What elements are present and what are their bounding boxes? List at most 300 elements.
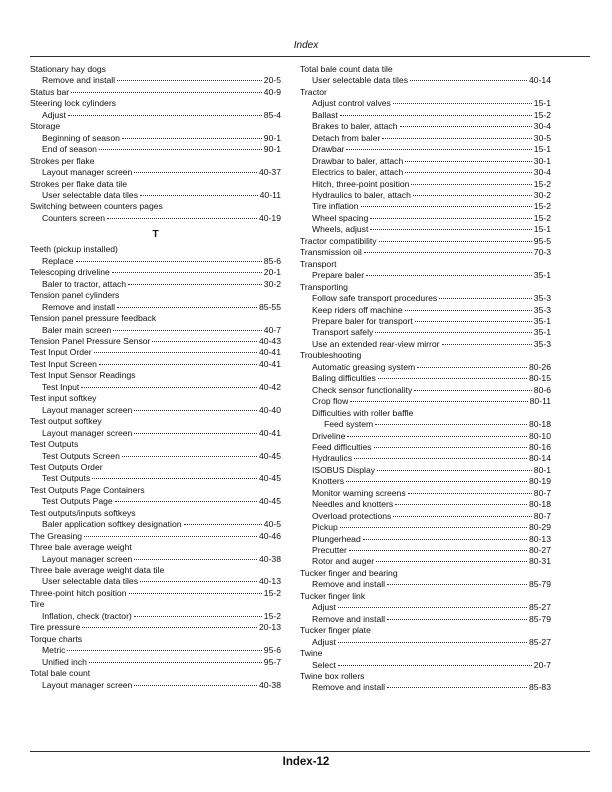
index-entry-page: 35-3 <box>533 338 551 349</box>
dot-leader <box>405 161 532 162</box>
index-entry <box>300 534 551 545</box>
index-entry-label: Metric <box>42 645 66 656</box>
index-entry-page: 15-2 <box>533 109 551 120</box>
index-entry-label: Adjust control valves <box>312 98 391 109</box>
index-entry-page: 80-11 <box>529 396 551 407</box>
index-entry <box>30 267 281 278</box>
index-entry-label: Adjust <box>312 602 336 613</box>
index-entry-label: Check sensor functionality <box>312 384 413 395</box>
index-entry <box>300 660 551 671</box>
index-entry-label: Adjust <box>42 109 66 120</box>
index-entry-page: 40-11 <box>259 189 281 200</box>
index-entry-label: Test Input <box>42 381 80 392</box>
index-entry <box>300 224 551 235</box>
index-entry-label: Electrics to baler, attach <box>312 167 404 178</box>
index-entry-label: Unified inch <box>42 656 87 667</box>
index-entry-label: Rotor and auger <box>312 556 375 567</box>
dot-leader <box>370 229 531 230</box>
index-heading: Test Outputs Order <box>30 461 103 472</box>
index-heading: Test input softkey <box>30 393 97 404</box>
index-entry <box>30 190 281 201</box>
dot-leader <box>363 539 527 540</box>
index-entry-page: 15-2 <box>533 201 551 212</box>
index-entry <box>30 133 281 144</box>
index-entry <box>30 87 281 98</box>
index-entry-label: Prepare baler <box>312 270 365 281</box>
dot-leader <box>379 241 532 242</box>
index-entry-page: 80-7 <box>533 510 551 521</box>
index-entry-page: 40-19 <box>259 212 281 223</box>
index-entry-page: 35-3 <box>533 293 551 304</box>
index-entry-page: 40-40 <box>259 404 281 415</box>
index-entry-label: Drawbar <box>312 144 345 155</box>
index-entry <box>30 496 281 507</box>
dot-leader <box>122 456 257 457</box>
index-entry-page: 35-3 <box>533 304 551 315</box>
index-entry-label: Remove and install <box>312 579 386 590</box>
dot-leader <box>140 195 258 196</box>
index-entry-label: Follow safe transport procedures <box>312 293 438 304</box>
dot-leader <box>354 458 527 459</box>
dot-leader <box>122 138 262 139</box>
dot-leader <box>338 607 527 608</box>
index-entry-label: Layout manager screen <box>42 679 133 690</box>
index-entry <box>300 511 551 522</box>
dot-leader <box>134 685 257 686</box>
dot-leader <box>405 310 532 311</box>
index-entry <box>300 316 551 327</box>
index-entry-page: 80-1 <box>533 464 551 475</box>
index-entry <box>300 293 551 304</box>
dot-leader <box>71 92 262 93</box>
index-entry-label: Precutter <box>312 545 347 556</box>
dot-leader <box>414 390 531 391</box>
dot-leader <box>140 581 257 582</box>
index-entry-page: 20-5 <box>263 75 281 86</box>
index-entry <box>300 75 551 86</box>
dot-leader <box>134 410 257 411</box>
dot-leader <box>387 619 527 620</box>
index-entry-label: Three-point hitch position <box>30 587 127 598</box>
dot-leader <box>374 447 527 448</box>
index-entry-label: Tire pressure <box>30 622 81 633</box>
dot-leader <box>346 149 531 150</box>
index-entry <box>30 531 281 542</box>
index-entry-page: 40-41 <box>259 358 281 369</box>
index-entry <box>30 519 281 530</box>
index-entry <box>30 110 281 121</box>
index-entry-page: 40-45 <box>259 450 281 461</box>
index-entry-label: Transport safely <box>312 327 374 338</box>
dot-leader <box>113 330 262 331</box>
dot-leader <box>134 433 257 434</box>
index-entry <box>300 236 551 247</box>
index-entry-label: Test Input Order <box>30 347 92 358</box>
index-entry-label: Detach from baler <box>312 132 381 143</box>
index-entry <box>30 645 281 656</box>
index-entry-label: Feed system <box>324 419 374 430</box>
index-entry-label: Test Input Screen <box>30 358 97 369</box>
index-entry-label: Remove and install <box>42 301 116 312</box>
index-heading: Test Outputs <box>30 439 79 450</box>
index-heading: Total bale count <box>30 668 91 679</box>
index-entry-page: 80-15 <box>529 373 551 384</box>
index-entry-page: 85-4 <box>263 109 281 120</box>
index-entry <box>30 336 281 347</box>
index-entry <box>300 339 551 350</box>
dot-leader <box>134 172 257 173</box>
index-entry <box>300 327 551 338</box>
dot-leader <box>405 172 532 173</box>
index-entry <box>300 362 551 373</box>
index-entry-page: 95-7 <box>263 656 281 667</box>
index-entry-page: 80-27 <box>529 545 551 556</box>
index-heading: Tension panel cylinders <box>30 290 120 301</box>
index-entry-page: 40-38 <box>259 553 281 564</box>
index-entry <box>300 453 551 464</box>
dot-leader <box>128 284 262 285</box>
index-entry <box>30 382 281 393</box>
index-entry-label: Baling difficulties <box>312 373 376 384</box>
index-entry-label: Test Outputs Screen <box>42 450 120 461</box>
dot-leader <box>411 184 531 185</box>
index-entry-label: Monitor warning screens <box>312 487 406 498</box>
index-entry <box>30 576 281 587</box>
index-entry-page: 35-1 <box>533 270 551 281</box>
dot-leader <box>393 103 532 104</box>
index-entry-label: End of season <box>42 144 97 155</box>
index-entry-label: Hydraulics <box>312 453 353 464</box>
index-entry-page: 80-7 <box>533 487 551 498</box>
index-entry-page: 35-1 <box>533 327 551 338</box>
dot-leader <box>134 559 257 560</box>
index-entry-label: Keep riders off machine <box>312 304 403 315</box>
index-entry <box>300 476 551 487</box>
index-entry-page: 40-45 <box>259 473 281 484</box>
dot-leader <box>382 138 531 139</box>
index-heading: Three bale average weight <box>30 542 132 553</box>
index-entry-page: 40-41 <box>259 347 281 358</box>
index-entry-page: 80-31 <box>529 556 551 567</box>
index-entry-label: Wheel spacing <box>312 212 369 223</box>
index-heading: Switching between counters pages <box>30 201 163 212</box>
index-entry-label: ISOBUS Display <box>312 464 376 475</box>
index-entry-label: Layout manager screen <box>42 167 133 178</box>
dot-leader <box>375 332 532 333</box>
index-entry-page: 30-2 <box>533 189 551 200</box>
page-header-title: Index <box>293 40 319 51</box>
index-entry-page: 80-6 <box>533 384 551 395</box>
index-heading: Troubleshooting <box>300 350 362 361</box>
index-heading: Tucker finger and bearing <box>300 567 398 578</box>
index-entry-label: Tension Panel Pressure Sensor <box>30 335 151 346</box>
index-entry-page: 90-1 <box>263 132 281 143</box>
index-entry <box>300 121 551 132</box>
dot-leader <box>340 115 532 116</box>
index-entry-page: 40-37 <box>259 167 281 178</box>
index-entry-label: Drawbar to baler, attach <box>312 155 404 166</box>
dot-leader <box>364 252 532 253</box>
index-entry <box>30 347 281 358</box>
dot-leader <box>82 627 257 628</box>
dot-leader <box>346 481 527 482</box>
index-entry-label: Beginning of season <box>42 132 120 143</box>
index-entry <box>300 179 551 190</box>
dot-leader <box>376 561 527 562</box>
index-entry <box>30 325 281 336</box>
index-entry-label: Plungerhead <box>312 533 361 544</box>
dot-leader <box>387 584 527 585</box>
dot-leader <box>117 80 262 81</box>
index-entry-page: 40-42 <box>259 381 281 392</box>
index-entry <box>300 385 551 396</box>
index-heading: Strokes per flake <box>30 155 95 166</box>
dot-leader <box>184 524 262 525</box>
index-entry-page: 85-83 <box>529 682 551 693</box>
index-entry-label: Status bar <box>30 86 70 97</box>
index-entry-label: Driveline <box>312 430 346 441</box>
index-heading: Difficulties with roller baffle <box>312 407 414 418</box>
index-entry-page: 80-16 <box>529 441 551 452</box>
index-entry-page: 40-14 <box>529 75 551 86</box>
index-entry-label: Prepare baler for transport <box>312 315 413 326</box>
index-entry-label: Layout manager screen <box>42 404 133 415</box>
index-entry-page: 15-2 <box>263 587 281 598</box>
index-entry <box>30 279 281 290</box>
index-entry <box>30 622 281 633</box>
index-entry-page: 85-6 <box>263 255 281 266</box>
index-entry <box>30 213 281 224</box>
index-entry-label: Test Outputs Page <box>42 496 113 507</box>
index-entry-page: 85-27 <box>529 636 551 647</box>
index-entry-page: 80-10 <box>529 430 551 441</box>
index-heading: Tucker finger link <box>300 590 366 601</box>
index-entry <box>300 465 551 476</box>
dot-leader <box>67 650 261 651</box>
index-heading: Storage <box>30 121 61 132</box>
dot-leader <box>129 593 262 594</box>
index-entry-page: 30-4 <box>533 167 551 178</box>
index-entry-label: Hydraulics to baler, attach <box>312 189 411 200</box>
dot-leader <box>349 550 527 551</box>
index-entry-page: 85-27 <box>529 602 551 613</box>
index-entry-label: Ballast <box>312 109 338 120</box>
index-heading: Transport <box>300 258 337 269</box>
index-heading: Twine <box>300 648 323 659</box>
index-entry-page: 15-2 <box>533 212 551 223</box>
dot-leader <box>417 367 527 368</box>
index-entry <box>30 451 281 462</box>
index-entry <box>30 588 281 599</box>
index-entry-label: The Greasing <box>30 530 83 541</box>
index-entry <box>30 167 281 178</box>
index-entry <box>300 133 551 144</box>
index-entry-page: 40-9 <box>263 86 281 97</box>
index-entry <box>300 270 551 281</box>
index-heading: Twine box rollers <box>300 671 365 682</box>
index-heading: Strokes per flake data tile <box>30 178 127 189</box>
index-entry <box>300 579 551 590</box>
index-entry-page: 35-1 <box>533 315 551 326</box>
index-entry-label: Baler application softkey designation <box>42 519 182 530</box>
index-entry <box>30 75 281 86</box>
dot-leader <box>89 662 262 663</box>
index-heading: Three bale average weight data tile <box>30 565 165 576</box>
index-entry <box>300 637 551 648</box>
index-entry <box>300 144 551 155</box>
index-heading: Stationary hay dogs <box>30 64 106 74</box>
index-entry <box>300 201 551 212</box>
dot-leader <box>117 307 257 308</box>
index-entry-label: Pickup <box>312 522 338 533</box>
index-heading: Tire <box>30 599 45 610</box>
index-heading: Total bale count data tile <box>300 64 393 74</box>
index-entry <box>300 545 551 556</box>
index-entry <box>300 499 551 510</box>
index-entry-label: Needles and knotters <box>312 499 394 510</box>
index-entry <box>30 405 281 416</box>
dot-leader <box>92 478 257 479</box>
dot-leader <box>350 401 527 402</box>
dot-leader <box>68 115 262 116</box>
index-entry-label: Replace <box>42 255 74 266</box>
index-entry <box>300 522 551 533</box>
index-entry-page: 80-18 <box>529 499 551 510</box>
index-entry <box>300 602 551 613</box>
index-entry <box>300 190 551 201</box>
index-entry-label: Automatic greasing system <box>312 361 416 372</box>
dot-leader <box>442 344 532 345</box>
index-entry-label: Crop flow <box>312 396 349 407</box>
dot-leader <box>99 364 257 365</box>
dot-leader <box>112 272 262 273</box>
index-entry-page: 40-46 <box>259 530 281 541</box>
index-column-left <box>30 64 281 691</box>
index-heading: Torque charts <box>30 633 83 644</box>
index-entry <box>30 554 281 565</box>
dot-leader <box>338 642 527 643</box>
index-entry-page: 95-5 <box>533 235 551 246</box>
dot-leader <box>347 436 527 437</box>
index-heading: Teeth (pickup installed) <box>30 244 118 255</box>
index-entry-label: User selectable data tiles <box>42 576 139 587</box>
index-entry-label: Baler main screen <box>42 324 112 335</box>
index-entry-page: 80-14 <box>529 453 551 464</box>
index-entry-label: Test Outputs <box>42 473 91 484</box>
index-entry <box>300 110 551 121</box>
dot-leader <box>393 516 532 517</box>
index-entry <box>30 302 281 313</box>
index-entry <box>300 305 551 316</box>
index-entry-page: 30-5 <box>533 132 551 143</box>
index-entry-page: 40-41 <box>259 427 281 438</box>
index-entry-label: Select <box>312 659 336 670</box>
dot-leader <box>387 687 527 688</box>
index-entry-label: Layout manager screen <box>42 553 133 564</box>
index-entry-page: 20-7 <box>533 659 551 670</box>
index-entry-label: Knotters <box>312 476 345 487</box>
index-entry <box>30 256 281 267</box>
dot-leader <box>84 536 257 537</box>
index-entry <box>300 247 551 258</box>
index-entry-page: 20-1 <box>263 267 281 278</box>
index-entry <box>30 657 281 668</box>
dot-leader <box>370 218 531 219</box>
dot-leader <box>439 298 532 299</box>
index-entry <box>300 419 551 430</box>
index-entry-page: 95-6 <box>263 645 281 656</box>
index-entry <box>30 144 281 155</box>
index-entry-page: 80-26 <box>529 361 551 372</box>
dot-leader <box>107 218 257 219</box>
index-entry-label: Inflation, check (tractor) <box>42 610 132 621</box>
dot-leader <box>395 504 527 505</box>
index-entry-page: 90-1 <box>263 144 281 155</box>
dot-leader <box>94 352 257 353</box>
index-entry-page: 15-1 <box>533 144 551 155</box>
index-entry-label: Transmission oil <box>300 247 362 258</box>
index-heading: Transporting <box>300 281 348 292</box>
index-entry <box>300 213 551 224</box>
index-entry <box>300 156 551 167</box>
index-entry-label: Adjust <box>312 636 336 647</box>
index-entry-label: Tire inflation <box>312 201 359 212</box>
index-entry-page: 85-79 <box>529 613 551 624</box>
index-heading: Tension panel pressure feedback <box>30 313 157 324</box>
index-entry-label: Baler to tractor, attach <box>42 278 127 289</box>
index-entry-label: Counters screen <box>42 212 106 223</box>
index-entry <box>30 680 281 691</box>
index-entry-page: 80-18 <box>529 419 551 430</box>
dot-leader <box>99 149 262 150</box>
header-divider <box>30 56 590 57</box>
index-entry-label: User selectable data tiles <box>42 189 139 200</box>
index-entry <box>300 682 551 693</box>
index-entry <box>30 359 281 370</box>
dot-leader <box>340 527 527 528</box>
index-entry-label: Use an extended rear-view mirror <box>312 338 440 349</box>
dot-leader <box>378 378 527 379</box>
index-entry-page: 30-2 <box>263 278 281 289</box>
index-heading: Steering lock cylinders <box>30 98 116 109</box>
index-entry-page: 40-13 <box>259 576 281 587</box>
index-entry-label: Layout manager screen <box>42 427 133 438</box>
index-entry-label: Telescoping driveline <box>30 267 110 278</box>
dot-leader <box>375 424 527 425</box>
index-entry-label: Remove and install <box>312 682 386 693</box>
index-entry-page: 80-13 <box>529 533 551 544</box>
index-entry-page: 40-45 <box>259 496 281 507</box>
index-heading: Test outputs/inputs softkeys <box>30 507 136 518</box>
index-entry-page: 15-1 <box>533 98 551 109</box>
index-entry <box>300 373 551 384</box>
index-entry <box>300 98 551 109</box>
page-number: Index-12 <box>282 756 330 768</box>
dot-leader <box>400 126 532 127</box>
dot-leader <box>361 206 532 207</box>
index-entry-page: 20-13 <box>259 622 281 633</box>
index-entry-label: Wheels, adjust <box>312 224 369 235</box>
dot-leader <box>115 501 257 502</box>
index-entry <box>300 614 551 625</box>
index-entry-label: Brakes to baler, attach <box>312 121 398 132</box>
index-entry-page: 15-2 <box>263 610 281 621</box>
index-entry-page: 40-5 <box>263 519 281 530</box>
index-entry <box>300 396 551 407</box>
dot-leader <box>338 665 532 666</box>
index-entry <box>300 556 551 567</box>
index-entry-page: 85-79 <box>529 579 551 590</box>
